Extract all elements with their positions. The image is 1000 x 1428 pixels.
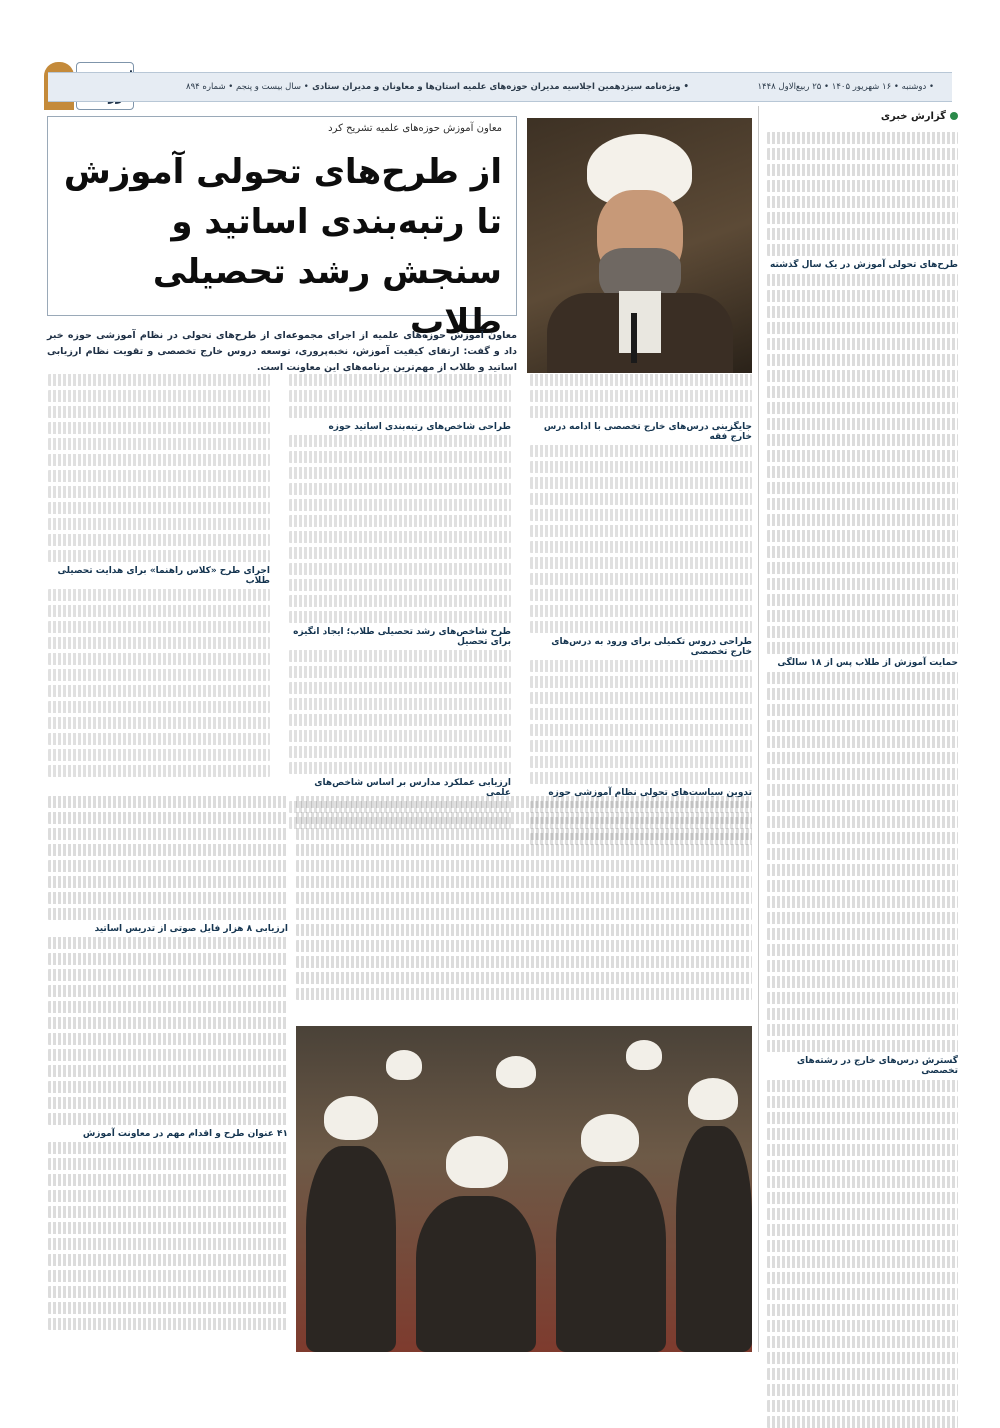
article-subhead: طراحی دروس تکمیلی برای ورود به درس‌های خارج تخصصی xyxy=(551,637,752,657)
bullet-icon xyxy=(950,112,958,120)
issue-date: • دوشنبه • ۱۶ شهریور ۱۴۰۵ • ۲۵ ربیع‌الاول ۱۴۴۸ xyxy=(757,82,934,92)
sidebar-body xyxy=(767,132,958,1428)
main-article xyxy=(48,106,752,1352)
article-subhead: تدوین سیاست‌های تحولی نظام آموزشی حوزه xyxy=(548,788,752,798)
section-label xyxy=(881,106,958,126)
article-subhead: طرح شاخص‌های رشد تحصیلی طلاب؛ ایجاد انگیزه برای تحصیل xyxy=(293,627,511,647)
article-lead: معاون آموزش حوزه‌های علمیه از اجرای مجموعه‌ای از طرح‌های تحولی در نظام آموزشی حوزه خبر داد و گفت: ارتقای کیفیت آموزش، نخبه‌پروری، توسعه دروس خارج تخصصی و تقویت نظام ارزیابی اساتید و طلاب از مهم‌ترین برنامه‌های این معاونت است. xyxy=(47,330,517,373)
article-column-3 xyxy=(48,374,270,794)
header-strip xyxy=(48,72,952,102)
classroom-photo xyxy=(296,1026,752,1352)
article-kicker: معاون آموزش حوزه‌های علمیه تشریح کرد xyxy=(328,123,502,134)
microphone-icon xyxy=(631,313,637,363)
article-column-3-continued xyxy=(48,796,288,1352)
sidebar-news-report xyxy=(758,106,958,1352)
article-column-2 xyxy=(289,374,511,798)
article-column-1 xyxy=(530,374,752,798)
speaker-portrait xyxy=(527,118,752,373)
sidebar-subhead: طرح‌های تحولی آموزش در یک سال گذشته xyxy=(770,260,958,270)
section-label-text: گزارش خبری xyxy=(880,110,946,122)
sidebar-subhead: حمایت آموزش از طلاب پس از ۱۸ سالگی xyxy=(777,658,958,668)
volume-number: • سال بیست و پنجم • شماره ۸۹۴ xyxy=(186,82,309,92)
article-subhead: اجرای طرح «کلاس راهنما» برای هدایت تحصیلی طلاب xyxy=(57,566,270,586)
article-subhead: ۴۱ عنوان طرح و اقدام مهم در معاونت آموزش xyxy=(82,1129,288,1139)
special-issue-label: • ویژه‌نامه سیزدهمین اجلاسیه مدیران حوزه‌های علمیه استان‌ها و معاونان و مدیران ستادی xyxy=(312,82,689,92)
article-column-2-continued xyxy=(296,796,752,1018)
article-columns xyxy=(48,374,752,798)
article-subhead: ارزیابی عملکرد مدارس بر اساس شاخص‌های علمی xyxy=(314,778,511,798)
headline-box xyxy=(47,116,517,342)
article-subhead: جایگزینی درس‌های خارج تخصصی با ادامه درس خارج فقه xyxy=(543,422,752,442)
article-subhead: ارزیابی ۸ هزار فایل صوتی از تدریس اساتید xyxy=(94,924,288,934)
article-headline: از طرح‌های تحولی آموزش تا رتبه‌بندی اساتید و سنجش رشد تحصیلی طلاب xyxy=(63,152,502,342)
sidebar-subhead: گسترش درس‌های خارج در رشته‌های تخصصی xyxy=(796,1056,958,1076)
article-subhead: طراحی شاخص‌های رتبه‌بندی اساتید حوزه xyxy=(328,422,511,432)
